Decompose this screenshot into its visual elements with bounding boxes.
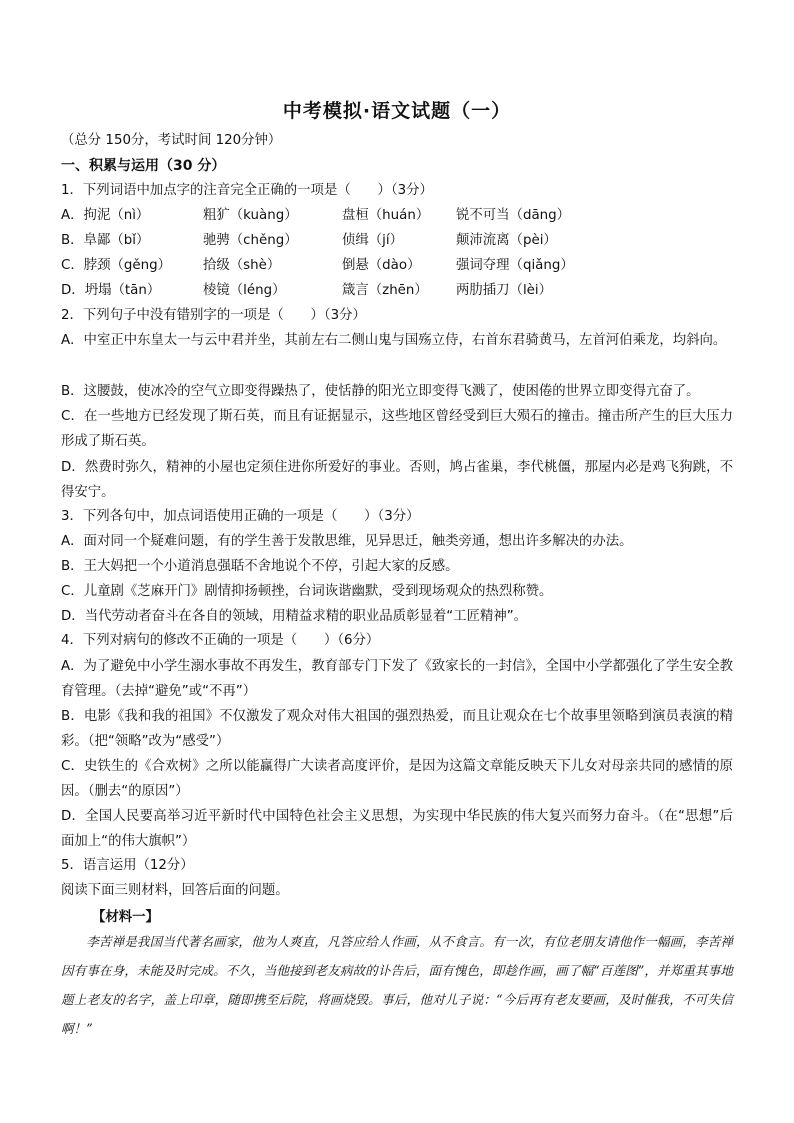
option-cell: 强词夺理（qiǎng） bbox=[456, 258, 574, 273]
question-2-stem: 2．下列句子中没有错别字的一项是（ ）（3分） bbox=[61, 308, 366, 323]
question-2-option-c: C．在一些地方已经发现了斯石英，而且有证据显示，这些地区曾经受到巨大殒石的撞击。撞击所产生的巨大压力形成了斯石英。 bbox=[61, 409, 733, 450]
question-3-option-a: A．面对同一个疑难问题，有的学生善于发散思维，见异思迁，触类旁通，想出许多解决的办法。 bbox=[61, 534, 633, 549]
option-cell: 盘桓（huán） bbox=[342, 208, 430, 223]
question-5-intro: 阅读下面三则材料，回答后面的问题。 bbox=[61, 883, 289, 898]
question-2-option-d: D．然费时弥久，精神的小屋也定须住进你所爱好的事业。否则，鸠占雀巢，李代桃僵，那屋内必是鸡飞狗跳，不得安宁。 bbox=[61, 460, 733, 501]
option-cell: C．脖颈（gěng） bbox=[61, 258, 172, 273]
question-3-option-d: D．当代劳动者奋斗在各自的领域，用精益求精的职业品质彰显着“工匠精神”。 bbox=[61, 609, 528, 624]
question-4-option-c: C．史铁生的《合欢树》之所以能赢得广大读者高度评价，是因为这篇文章能反映天下儿女对母亲共同的感情的原因。（删去“的原因”） bbox=[61, 759, 733, 800]
option-cell: 箴言（zhēn） bbox=[342, 283, 428, 298]
option-cell: D．坍塌（tān） bbox=[61, 283, 161, 298]
question-1-stem: 1．下列词语中加点字的注音完全正确的一项是（ ）（3分） bbox=[61, 183, 433, 198]
section-heading: 一、积累与运用（30 分） bbox=[61, 158, 226, 174]
question-3-option-b: B．王大妈把一个小道消息强聒不舍地说个不停，引起大家的反感。 bbox=[61, 559, 459, 574]
option-cell: 驰骋（chěng） bbox=[203, 233, 298, 248]
option-cell: 倒悬（dào） bbox=[342, 258, 421, 273]
option-cell: 侦缉（jí） bbox=[342, 233, 404, 248]
question-2-option-a: A．中室正中东皇太一与云中君并坐，其前左右二侧山鬼与国殇立侍，右首东君骑黄马，左首河伯乘龙，均斜向。 bbox=[61, 333, 727, 348]
material-text: 李苦禅是我国当代著名画家，他为人爽直，凡答应给人作画，从不食言。有一次，有位老朋友请他作一幅画，李苦禅因有事在身，未能及时完成。不久，当他接到老友病故的讣告后，面有愧色，即趁作画，画了幅“百莲图”，并郑重其事地题上老友的名字，盖上印章，随即携至后院，将画烧毁。事后，他对儿子说：“今后再有老友要画，及时催我，不可失信啊！” bbox=[61, 934, 733, 1036]
option-cell: A．拘泥（nì） bbox=[61, 208, 150, 223]
exam-info: （总分 150分，考试时间 120分钟） bbox=[61, 133, 282, 148]
option-cell: 锐不可当（dāng） bbox=[456, 208, 571, 223]
question-3-option-c: C．儿童剧《芝麻开门》剧情抑扬顿挫，台词诙谐幽默，受到现场观众的热烈称赞。 bbox=[61, 584, 553, 599]
question-2-option-b: B．这腰鼓，使冰冷的空气立即变得躁热了，使恬静的阳光立即变得飞溅了，使困倦的世界立即变得亢奋了。 bbox=[61, 384, 700, 399]
option-cell: 棱镜（léng） bbox=[203, 283, 286, 298]
question-3-stem: 3．下列各句中，加点词语使用正确的一项是（ ）（3分） bbox=[61, 509, 420, 524]
question-5-stem: 5．语言运用（12分） bbox=[61, 858, 194, 873]
option-cell: B．阜鄙（bǐ） bbox=[61, 233, 150, 248]
question-4-stem: 4．下列对病句的修改不正确的一项是（ ）（6分） bbox=[61, 633, 380, 648]
question-4-option-d: D．全国人民要高举习近平新时代中国特色社会主义思想，为实现中华民族的伟大复兴而努力奋斗。（在“思想”后面加上“的伟大旗帜”） bbox=[61, 809, 733, 850]
question-4-option-b: B．电影《我和我的祖国》不仅激发了观众对伟大祖国的强烈热爱，而且让观众在七个故事里领略到演员表演的精彩。（把“领略”改为“感受”） bbox=[61, 709, 733, 750]
option-cell: 两肋插刀（lèi） bbox=[456, 283, 553, 298]
exam-title: 中考模拟·语文试题（一） bbox=[282, 100, 512, 122]
material-heading: 【材料一】 bbox=[92, 910, 159, 925]
question-4-option-a: A．为了避免中小学生溺水事故不再发生，教育部专门下发了《致家长的一封信》，全国中小学都强化了学生安全教育管理。（去掉“避免”或“不再”） bbox=[61, 659, 733, 700]
option-cell: 颠沛流离（pèi） bbox=[456, 233, 557, 248]
option-cell: 拾级（shè） bbox=[203, 258, 281, 273]
option-cell: 粗犷（kuàng） bbox=[203, 208, 298, 223]
